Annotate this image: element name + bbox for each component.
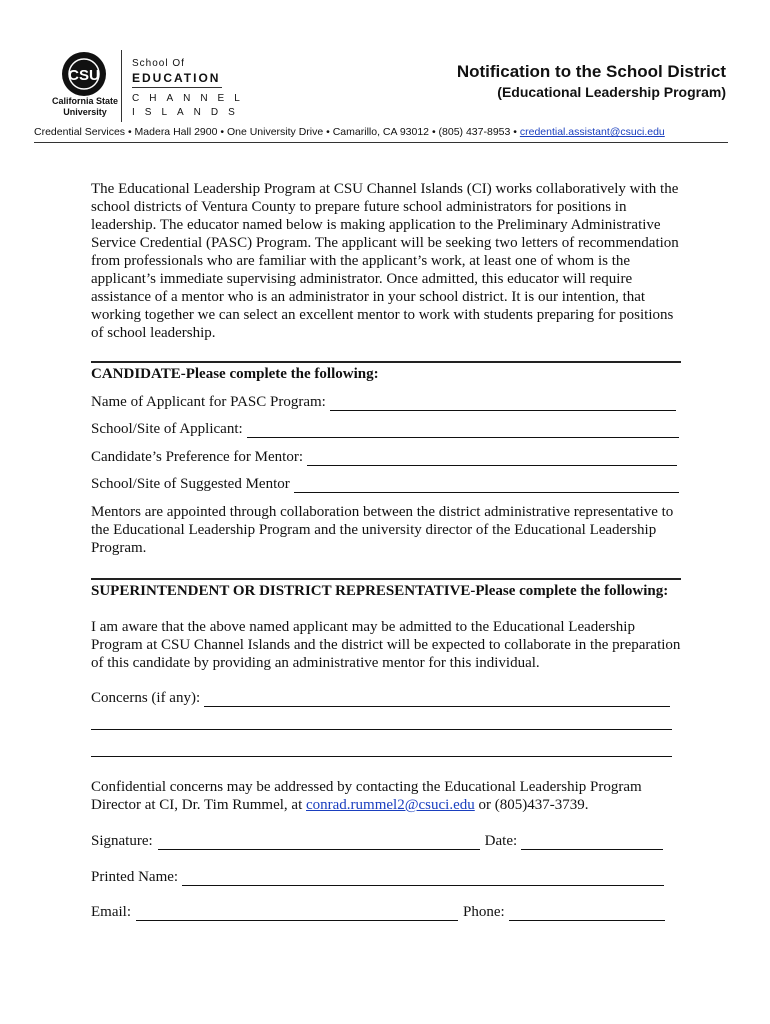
contact-line [34,126,728,138]
document-subtitle: (Educational Leadership Program) [497,84,726,100]
email-blank[interactable] [136,906,458,921]
university-name [40,96,130,118]
applicant-school-blank[interactable] [247,423,679,438]
university-name-line1: California State [51,96,118,106]
mentor-school-field[interactable] [91,475,679,493]
superintendent-heading: SUPERINTENDENT OR DISTRICT REPRESENTATIVE-Please complete the following: [91,583,669,599]
mentor-preference-blank[interactable] [307,451,677,466]
mentor-preference-label: Candidate’s Preference for Mentor: [91,449,303,465]
intro-paragraph: The Educational Leadership Program at CSU Channel Islands (CI) works collaboratively with the school districts of Ventura County to prepare future school administrators for positions in leadership. The educator named below is making application to the Preliminary Administrative Service Credential (PASC) Program. The applicant will be seeking two letters of recommendation from professionals who are familiar with the applicant’s work, at least one of whom is the applicant’s immediate supervising administrator. Once admitted, this educator will require assistance of a mentor who is an administrator in your school district. It is our intention, that working together we can select an excellent mentor to work with students preparing for positions of school leadership. [91,181,679,341]
applicant-name-label: Name of Applicant for PASC Program: [91,394,326,410]
contact-text: Credential Services • Madera Hall 2900 • One University Drive • Camarillo, CA 93012 • (805) 437-8953 • [34,126,520,138]
concerns-field[interactable] [91,689,670,707]
phone-blank[interactable] [509,906,665,921]
candidate-heading: CANDIDATE-Please complete the following: [91,366,379,382]
printed-name-field[interactable] [91,868,664,886]
contact-divider [34,142,728,143]
islands-label: ISLANDS [132,107,245,118]
education-label: EDUCATION [132,71,221,85]
concerns-label: Concerns (if any): [91,690,201,706]
phone-label: Phone: [463,904,505,920]
candidate-divider [91,361,681,363]
concerns-line-3[interactable] [91,756,672,757]
email-label: Email: [91,904,131,920]
channel-label: CHANNEL [132,93,250,104]
header-divider [121,50,122,122]
confidential-note [91,778,685,814]
mentor-appointment-note: Mentors are appointed through collaboration between the district administrative representative to the Educational Leadership Program and the university director of the Educational Leadership Program. [91,504,674,556]
credential-email-link[interactable]: credential.assistant@csuci.edu [519,126,665,138]
signature-field[interactable] [91,832,663,850]
date-blank[interactable] [521,835,663,850]
mentor-school-blank[interactable] [294,478,679,493]
concerns-blank[interactable] [204,692,670,707]
printed-name-label: Printed Name: [91,869,179,885]
concerns-line-2[interactable] [91,729,672,730]
printed-name-blank[interactable] [182,871,664,886]
date-label: Date: [484,833,518,849]
applicant-name-blank[interactable] [330,396,676,411]
mentor-school-label: School/Site of Suggested Mentor [91,476,290,492]
director-email-link[interactable]: conrad.rummel2@csuci.edu [306,797,475,813]
applicant-name-field[interactable] [91,393,676,411]
signature-blank[interactable] [158,835,480,850]
education-underline [132,87,222,88]
applicant-school-label: School/Site of Applicant: [91,421,243,437]
school-of-label: School Of [132,58,185,69]
mentor-preference-field[interactable] [91,448,677,466]
email-field[interactable] [91,903,665,921]
document-title: Notification to the School District [456,62,726,81]
signature-label: Signature: [91,833,153,849]
confidential-text: Confidential concerns may be addressed by contacting the Educational Leadership Program Director at CI, Dr. Tim Rummel, at [91,779,642,813]
svg-text:CSU: CSU [68,67,100,84]
university-name-line2: University [63,107,107,117]
confidential-phone: or (805)437-3739. [474,797,589,813]
applicant-school-field[interactable] [91,420,679,438]
superintendent-divider [91,578,681,580]
superintendent-statement: I am aware that the above named applicant may be admitted to the Educational Leadership Program at CSU Channel Islands and the district will be expected to collaborate in the preparation of this candidate by providing an administrative mentor for this individual. [91,619,681,671]
